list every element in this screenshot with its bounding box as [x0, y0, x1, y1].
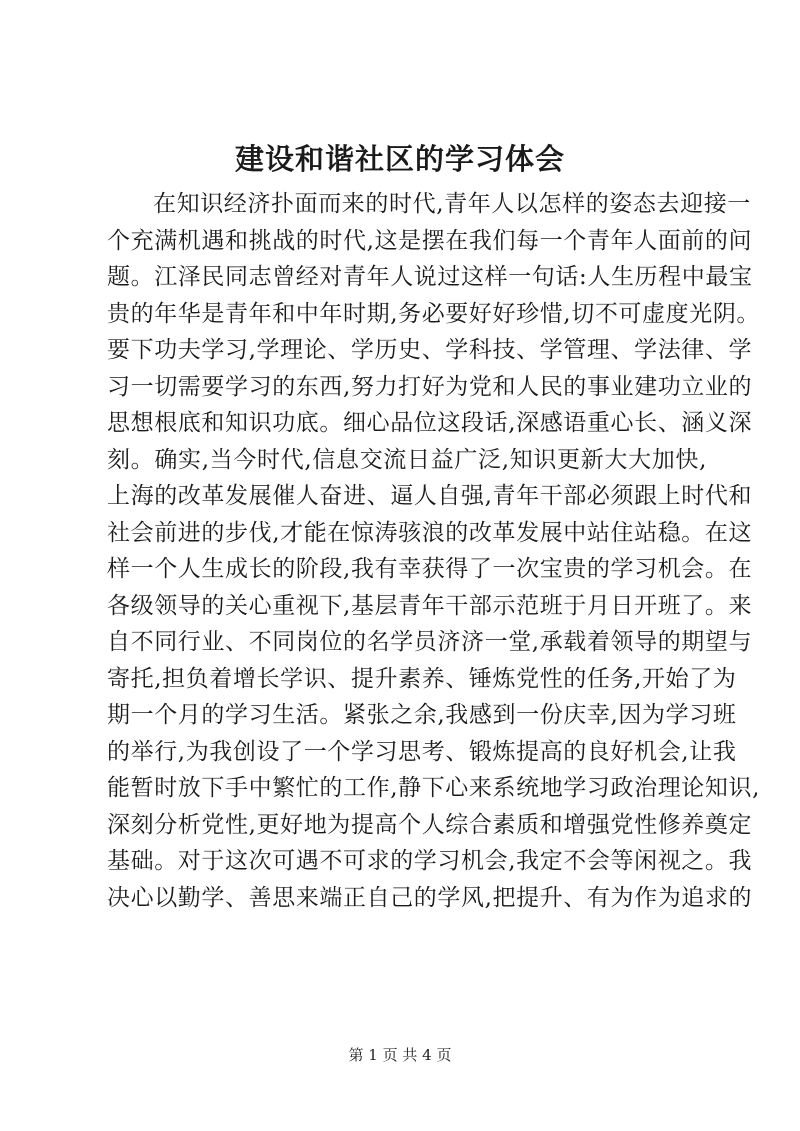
body-line: 样一个人生成长的阶段,我有幸获得了一次宝贵的学习机会。在 — [107, 556, 753, 582]
body-line: 要下功夫学习,学理论、学历史、学科技、学管理、学法律、学 — [107, 337, 753, 363]
body-line: 贵的年华是青年和中年时期,务必要好好珍惜,切不可虚度光阴。 — [107, 300, 761, 327]
document-title: 建设和谐社区的学习体会 — [234, 142, 565, 176]
document-body — [107, 186, 761, 916]
body-line: 刻。确实,当今时代,信息交流日益广泛,知识更新大大加快, — [107, 446, 707, 473]
body-line: 的举行,为我创设了一个学习思考、锻炼提高的良好机会,让我 — [107, 738, 737, 765]
body-line: 深刻分析党性,更好地为提高个人综合素质和增强党性修养奠定 — [107, 811, 753, 838]
body-line: 各级领导的关心重视下,基层青年干部示范班于月日开班了。来 — [107, 592, 753, 619]
body-line: 期一个月的学习生活。紧张之余,我感到一份庆幸,因为学习班 — [107, 702, 737, 728]
body-line: 在知识经济扑面而来的时代,青年人以怎样的姿态去迎接一 — [153, 191, 751, 217]
body-line: 能暂时放下手中繁忙的工作,静下心来系统地学习政治理论知识, — [107, 775, 761, 801]
page-number-footer: 第 1 页 共 4 页 — [348, 1046, 452, 1064]
body-line: 基础。对于这次可遇不可求的学习机会,我定不会等闲视之。我 — [107, 848, 753, 874]
body-line: 习一切需要学习的东西,努力打好为党和人民的事业建功立业的 — [107, 373, 753, 400]
body-line: 决心以勤学、善思来端正自己的学风,把提升、有为作为追求的 — [107, 884, 753, 911]
body-line: 上海的改革发展催人奋进、逼人自强,青年干部必须跟上时代和 — [107, 483, 753, 509]
body-line: 寄托,担负着增长学识、提升素养、锤炼党性的任务,开始了为 — [107, 665, 737, 692]
body-line: 题。江泽民同志曾经对青年人说过这样一句话:人生历程中最宝 — [107, 264, 753, 290]
body-line: 自不同行业、不同岗位的名学员济济一堂,承载着领导的期望与 — [107, 629, 753, 655]
body-line: 个充满机遇和挑战的时代,这是摆在我们每一个青年人面前的问 — [107, 227, 753, 254]
body-line: 思想根底和知识功底。细心品位这段话,深感语重心长、涵义深 — [107, 410, 753, 436]
body-line: 社会前进的步伐,才能在惊涛骇浪的改革发展中站住站稳。在这 — [107, 519, 753, 546]
